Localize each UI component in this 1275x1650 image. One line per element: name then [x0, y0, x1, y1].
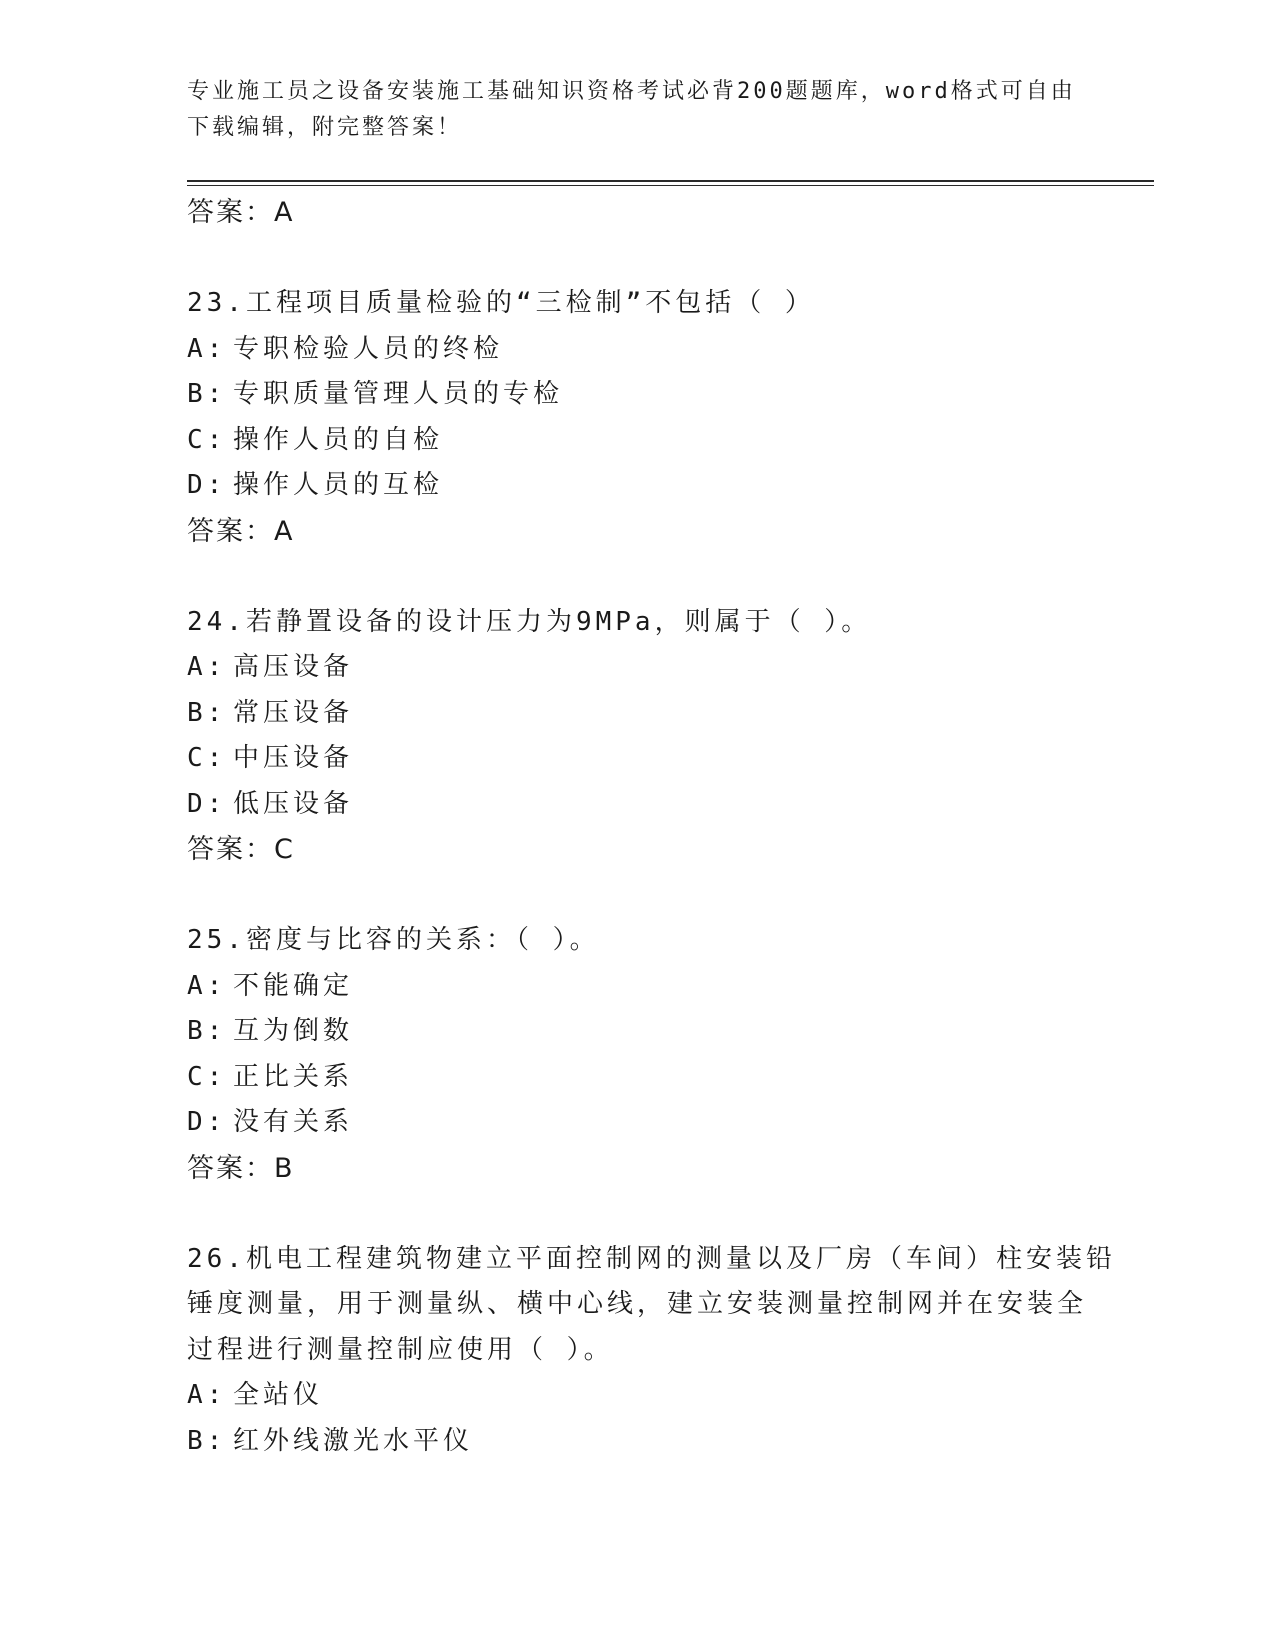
- option-label: A:: [187, 1380, 227, 1410]
- option-text: 不能确定: [233, 970, 354, 1001]
- document-header: [187, 74, 1087, 146]
- answer-line: 答案：A: [187, 515, 295, 547]
- option-label: A:: [187, 970, 227, 1001]
- option-text: 操作人员的互检: [233, 470, 444, 500]
- option-label: C:: [187, 1061, 227, 1092]
- option-label: A:: [187, 333, 227, 364]
- option-line: [187, 1419, 1087, 1465]
- question-list: [187, 190, 1116, 1464]
- option-label: B:: [187, 379, 227, 409]
- question-stem-line: 过程进行测量控制应使用（ ）。: [187, 1334, 614, 1365]
- question-block: [187, 281, 1087, 554]
- option-line: [187, 463, 1087, 509]
- option-label: C:: [187, 424, 227, 455]
- header-divider-thin: [187, 185, 1154, 186]
- spacer: [187, 554, 1087, 600]
- option-text: 高压设备: [233, 652, 354, 682]
- answer-line: 答案：A: [187, 197, 295, 228]
- option-text: 常压设备: [233, 697, 354, 728]
- spacer: [187, 873, 1087, 919]
- header-line-2: 下载编辑，附完整答案！: [187, 115, 463, 140]
- option-text: 专职质量管理人员的专检: [233, 379, 564, 409]
- option-text: 低压设备: [233, 788, 354, 819]
- question-stem-line: 26.机电工程建筑物建立平面控制网的测量以及厂房（车间）柱安装铅: [187, 1243, 1116, 1274]
- option-label: D:: [187, 788, 227, 819]
- option-line: [187, 736, 1087, 782]
- question-stem: 24.若静置设备的设计压力为9MPa，则属于（ ）。: [187, 606, 872, 637]
- option-text: 专职检验人员的终检: [233, 333, 504, 364]
- option-label: A:: [187, 652, 227, 682]
- question-block: [187, 1237, 1116, 1465]
- option-line: [187, 418, 1087, 464]
- option-line: [187, 1373, 1087, 1419]
- option-text: 没有关系: [233, 1107, 354, 1137]
- option-text: 中压设备: [233, 743, 354, 773]
- question-stem-line: 锤度测量，用于测量纵、横中心线，建立安装测量控制网并在安装全: [187, 1289, 1088, 1319]
- option-text: 互为倒数: [233, 1016, 354, 1046]
- option-line: [187, 964, 1087, 1010]
- option-label: B:: [187, 1425, 227, 1456]
- option-line: [187, 1009, 1087, 1055]
- option-text: 操作人员的自检: [233, 424, 444, 455]
- header-line-1: 专业施工员之设备安装施工基础知识资格考试必背200题题库，word格式可自由: [187, 79, 1076, 104]
- option-text: 红外线激光水平仪: [233, 1425, 474, 1456]
- option-text: 正比关系: [233, 1061, 354, 1092]
- option-label: B:: [187, 1016, 227, 1046]
- answer-line: 答案：B: [187, 1152, 295, 1184]
- question-block: [187, 918, 1087, 1191]
- option-line: [187, 691, 1087, 737]
- option-line: [187, 1100, 1087, 1146]
- option-label: D:: [187, 470, 227, 500]
- option-label: D:: [187, 1107, 227, 1137]
- question-stem: 23.工程项目质量检验的“三检制”不包括（ ）: [187, 288, 815, 318]
- option-line: [187, 327, 1087, 373]
- spacer: [187, 236, 1087, 282]
- option-line: [187, 782, 1087, 828]
- question-stem: 25.密度与比容的关系：（ ）。: [187, 925, 600, 955]
- option-line: [187, 1055, 1087, 1101]
- option-line: [187, 645, 1087, 691]
- spacer: [187, 1191, 1087, 1237]
- option-label: C:: [187, 743, 227, 773]
- option-text: 全站仪: [233, 1380, 324, 1410]
- option-line: [187, 372, 1087, 418]
- option-label: B:: [187, 697, 227, 728]
- header-divider-thick: [187, 180, 1154, 182]
- question-block: [187, 600, 1087, 873]
- answer-line: 答案：C: [187, 834, 295, 865]
